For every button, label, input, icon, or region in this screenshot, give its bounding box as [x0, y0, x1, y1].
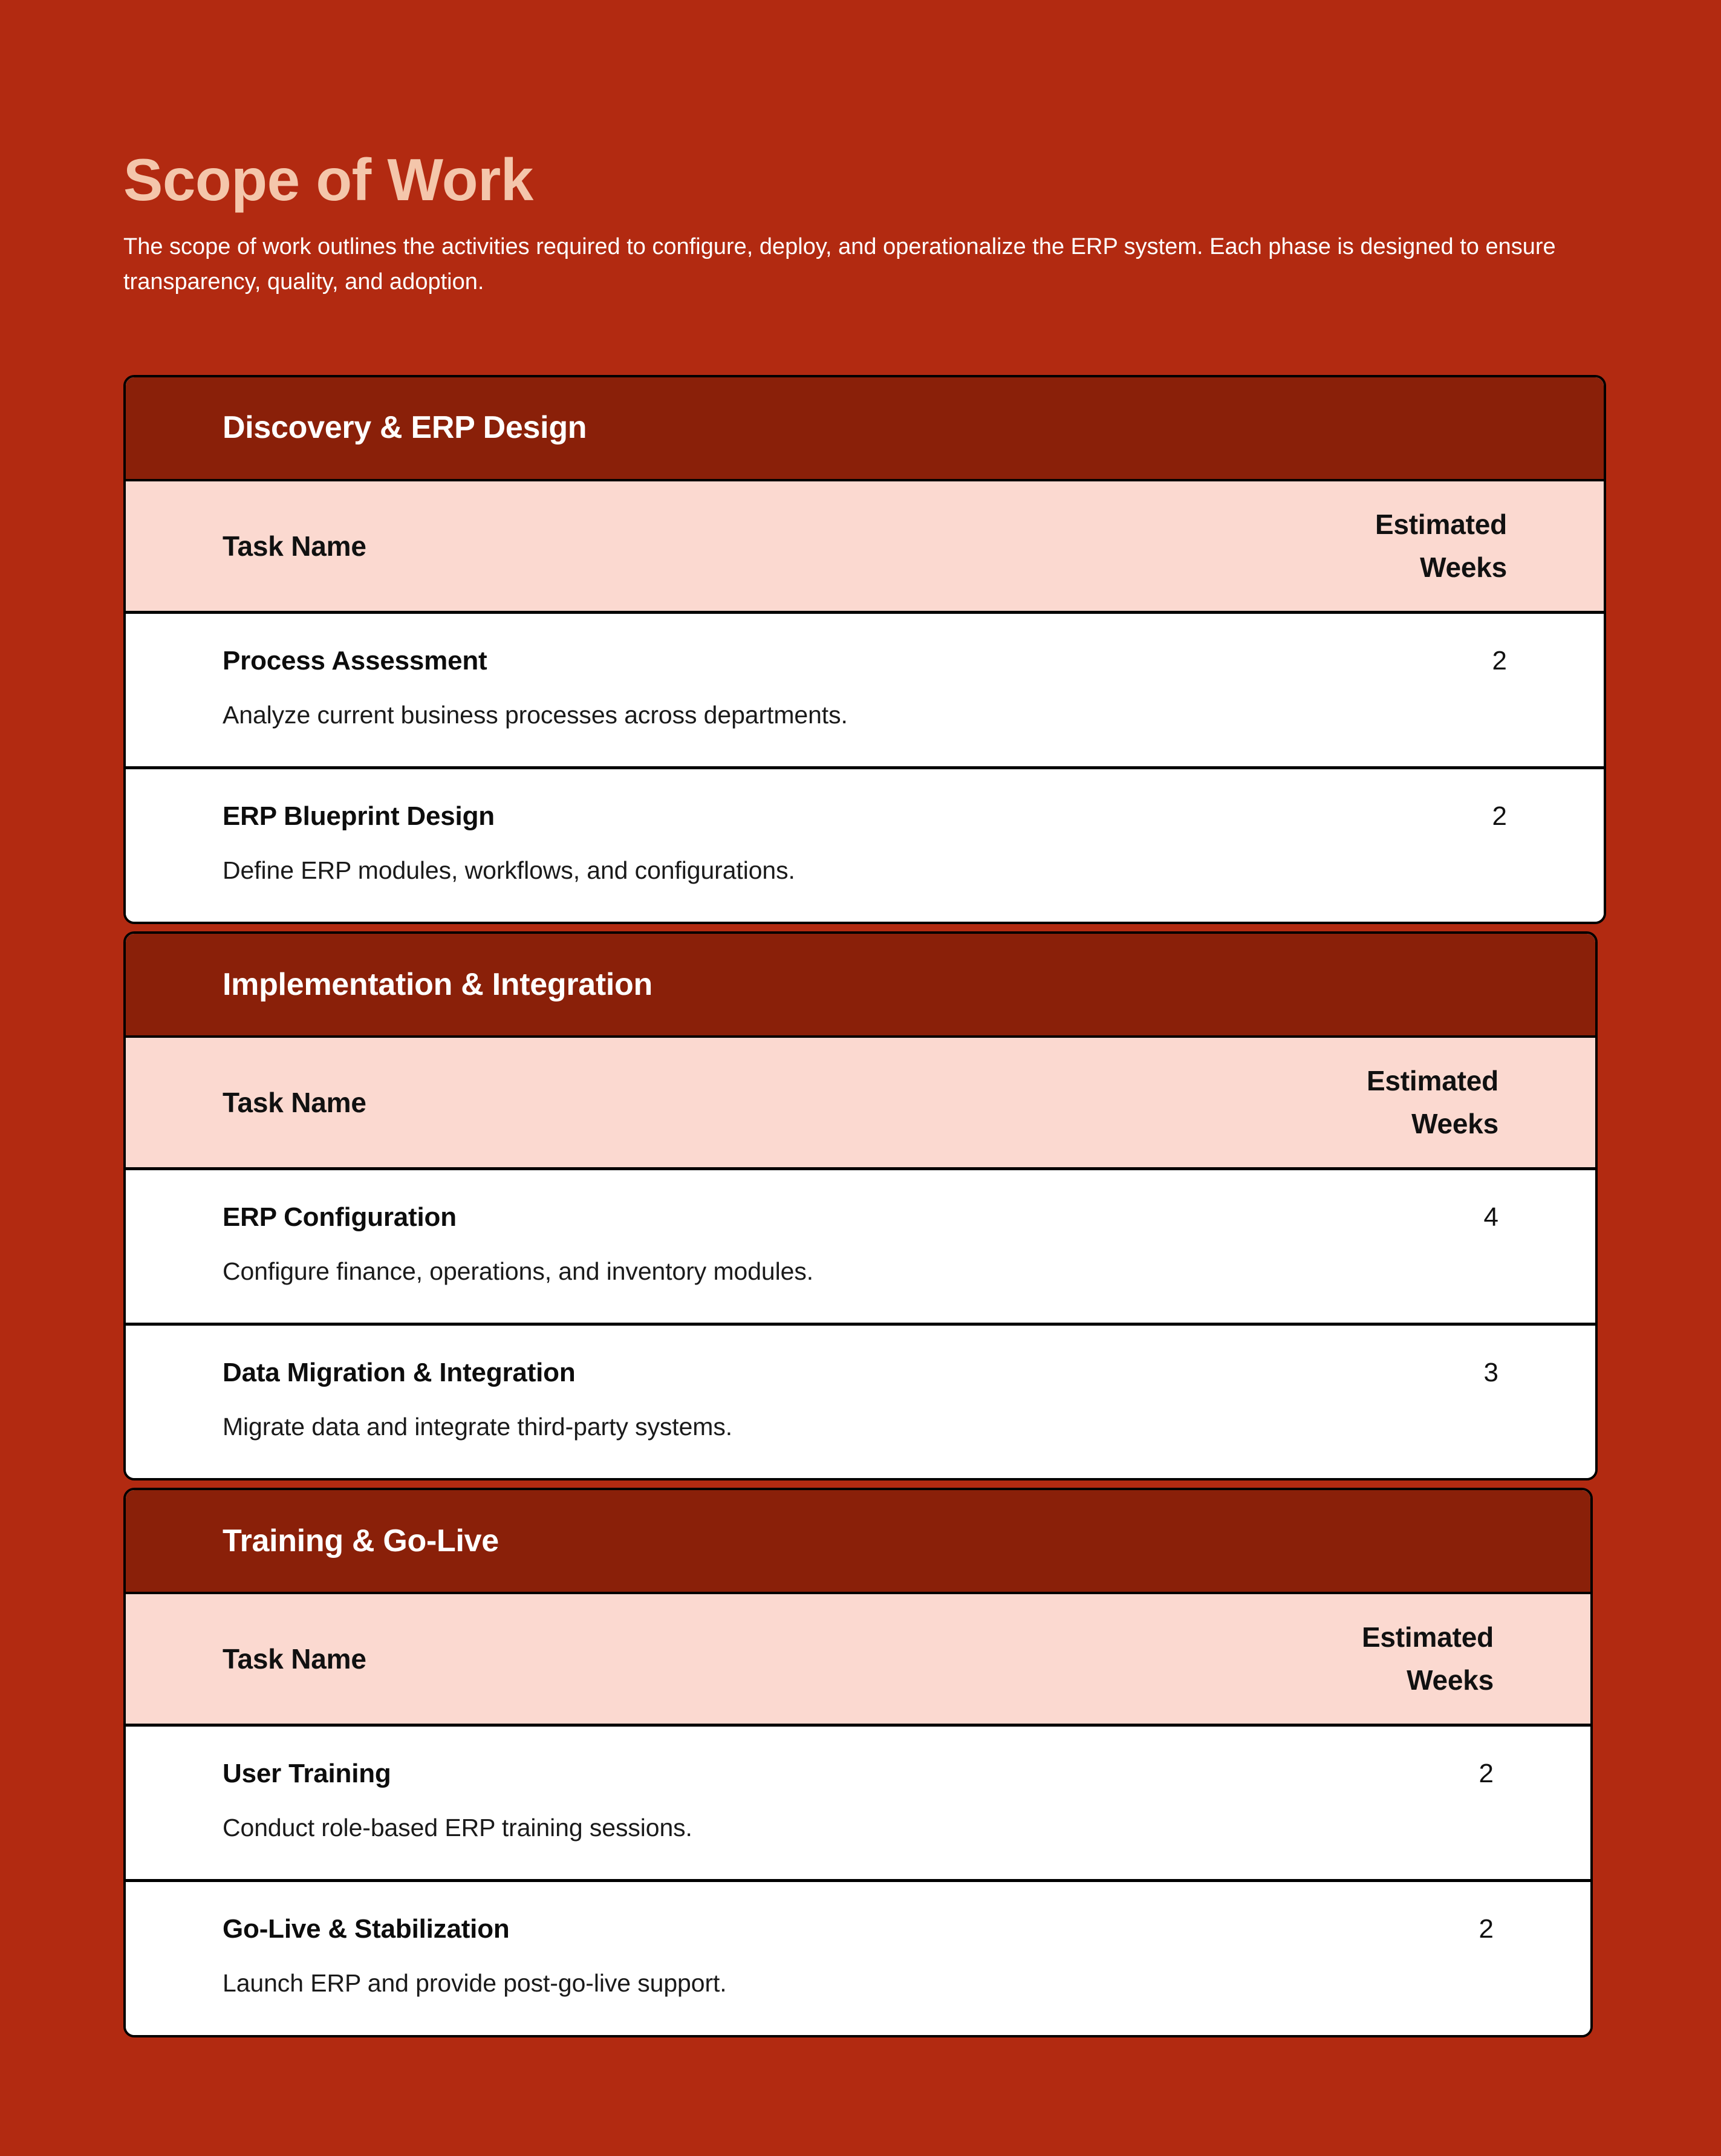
phase-table [123, 1488, 1593, 2037]
task-name: User Training [223, 1759, 391, 1789]
section-header-title: Training & Go-Live [223, 1523, 499, 1558]
page-subtitle: The scope of work outlines the activities required to configure, deploy, and operationalize the ERP system. Each phase is designed to ensure transparency, quality, and adoption. [123, 233, 1556, 295]
page-title: Scope of Work [123, 146, 533, 213]
task-name: Data Migration & Integration [223, 1358, 576, 1388]
task-estimated-weeks: 2 [1479, 1759, 1494, 1789]
table-row [126, 1724, 1590, 1879]
task-name: ERP Configuration [223, 1202, 457, 1233]
section-header [126, 1490, 1590, 1592]
task-description: Launch ERP and provide post-go-live support. [223, 1969, 727, 1998]
table-row-primary [223, 1202, 1498, 1234]
column-header-estimated-weeks: Estimated Weeks [1366, 1064, 1498, 1140]
table-row [126, 766, 1604, 922]
task-estimated-weeks: 3 [1483, 1358, 1498, 1388]
task-description: Analyze current business processes across departments. [223, 700, 848, 729]
table-row [126, 1167, 1595, 1323]
phase-table [123, 375, 1606, 924]
task-description: Conduct role-based ERP training sessions. [223, 1814, 692, 1842]
section-header-title: Implementation & Integration [223, 966, 652, 1002]
column-header-task-name: Task Name [223, 1643, 366, 1675]
column-header-task-name: Task Name [223, 1087, 366, 1119]
table-row-primary [223, 1758, 1494, 1790]
task-description: Define ERP modules, workflows, and configurations. [223, 856, 795, 884]
column-header-task-name: Task Name [223, 530, 366, 562]
table-row-primary [223, 1913, 1494, 1946]
table-row-primary [223, 1357, 1498, 1389]
section-header-title: Discovery & ERP Design [223, 410, 587, 446]
column-header-estimated-weeks: Estimated Weeks [1361, 1621, 1494, 1696]
task-description: Migrate data and integrate third-party systems. [223, 1413, 733, 1441]
section-header [126, 377, 1604, 479]
task-description: Configure finance, operations, and inventory modules. [223, 1257, 814, 1285]
scope-tables-container [123, 375, 1606, 2037]
task-estimated-weeks: 2 [1479, 1914, 1494, 1944]
table-row-primary [223, 645, 1507, 677]
phase-table [123, 931, 1598, 1480]
column-header-row [126, 1035, 1595, 1167]
column-header-estimated-weeks: Estimated Weeks [1375, 508, 1507, 583]
task-name: Go-Live & Stabilization [223, 1914, 510, 1944]
table-row [126, 1323, 1595, 1478]
task-name: ERP Blueprint Design [223, 801, 495, 832]
column-header-row [126, 479, 1604, 611]
task-estimated-weeks: 2 [1492, 646, 1507, 676]
column-header-row [126, 1592, 1590, 1724]
task-estimated-weeks: 4 [1483, 1202, 1498, 1233]
document-header [123, 146, 1605, 299]
table-row [126, 1879, 1590, 2034]
table-row-primary [223, 801, 1507, 833]
task-estimated-weeks: 2 [1492, 801, 1507, 832]
table-row [126, 611, 1604, 766]
section-header [126, 934, 1595, 1035]
task-name: Process Assessment [223, 646, 487, 676]
